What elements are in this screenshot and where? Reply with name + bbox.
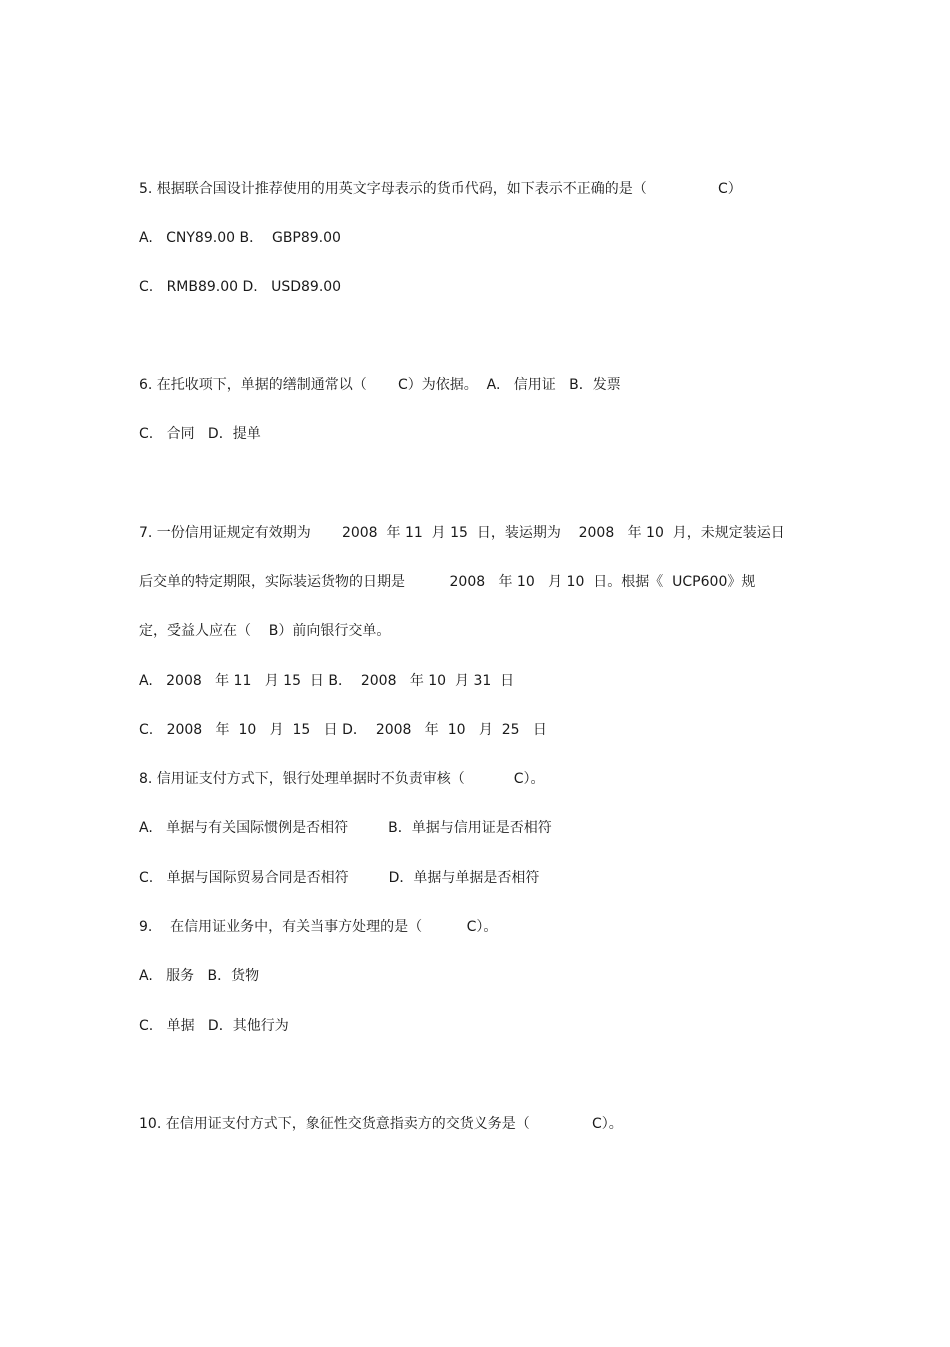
question-10-stem: 10. 在信用证支付方式下，象征性交货意指卖方的交货义务是（ C）。 (139, 1116, 623, 1132)
question-6-options-cd: C. 合同 D．提单 (139, 426, 261, 442)
question-9-stem: 9. 在信用证业务中，有关当事方处理的是（ C）。 (139, 919, 498, 935)
question-7-options-ab: A. 2008 年 11 月 15 日 B． 2008 年 10 月 31 日 (139, 673, 515, 689)
question-8-options-ab: A. 单据与有关国际惯例是否相符 B．单据与信用证是否相符 (139, 820, 552, 836)
question-6-stem: 6. 在托收项下，单据的缮制通常以（ C）为依据。 A. 信用证 B．发票 (139, 377, 621, 393)
question-8-options-cd: C. 单据与国际贸易合同是否相符 D．单据与单据是否相符 (139, 870, 540, 886)
question-9-options-ab: A. 服务 B．货物 (139, 968, 260, 984)
question-7-stem-line-2: 后交单的特定期限，实际装运货物的日期是 2008 年 10 月 10 日。根据《 UCP600》规 (139, 574, 756, 590)
question-8-stem: 8. 信用证支付方式下，银行处理单据时不负责审核（ C）。 (139, 771, 545, 787)
question-5-options-ab: A. CNY89.00 B． GBP89.00 (139, 230, 341, 246)
question-7-stem-line-3: 定，受益人应在（ B）前向银行交单。 (139, 623, 391, 639)
question-7-options-cd: C. 2008 年 10 月 15 日 D． 2008 年 10 月 25 日 (139, 722, 547, 738)
question-5-stem: 5. 根据联合国设计推荐使用的用英文字母表示的货币代码，如下表示不正确的是（ C） (139, 181, 742, 197)
question-5-options-cd: C. RMB89.00 D. USD89.00 (139, 279, 342, 295)
question-7-stem-line-1: 7. 一份信用证规定有效期为 2008 年 11 月 15 日，装运期为 2008 年 10 月，未规定装运日 (139, 525, 785, 541)
question-9-options-cd: C. 单据 D．其他行为 (139, 1018, 289, 1034)
